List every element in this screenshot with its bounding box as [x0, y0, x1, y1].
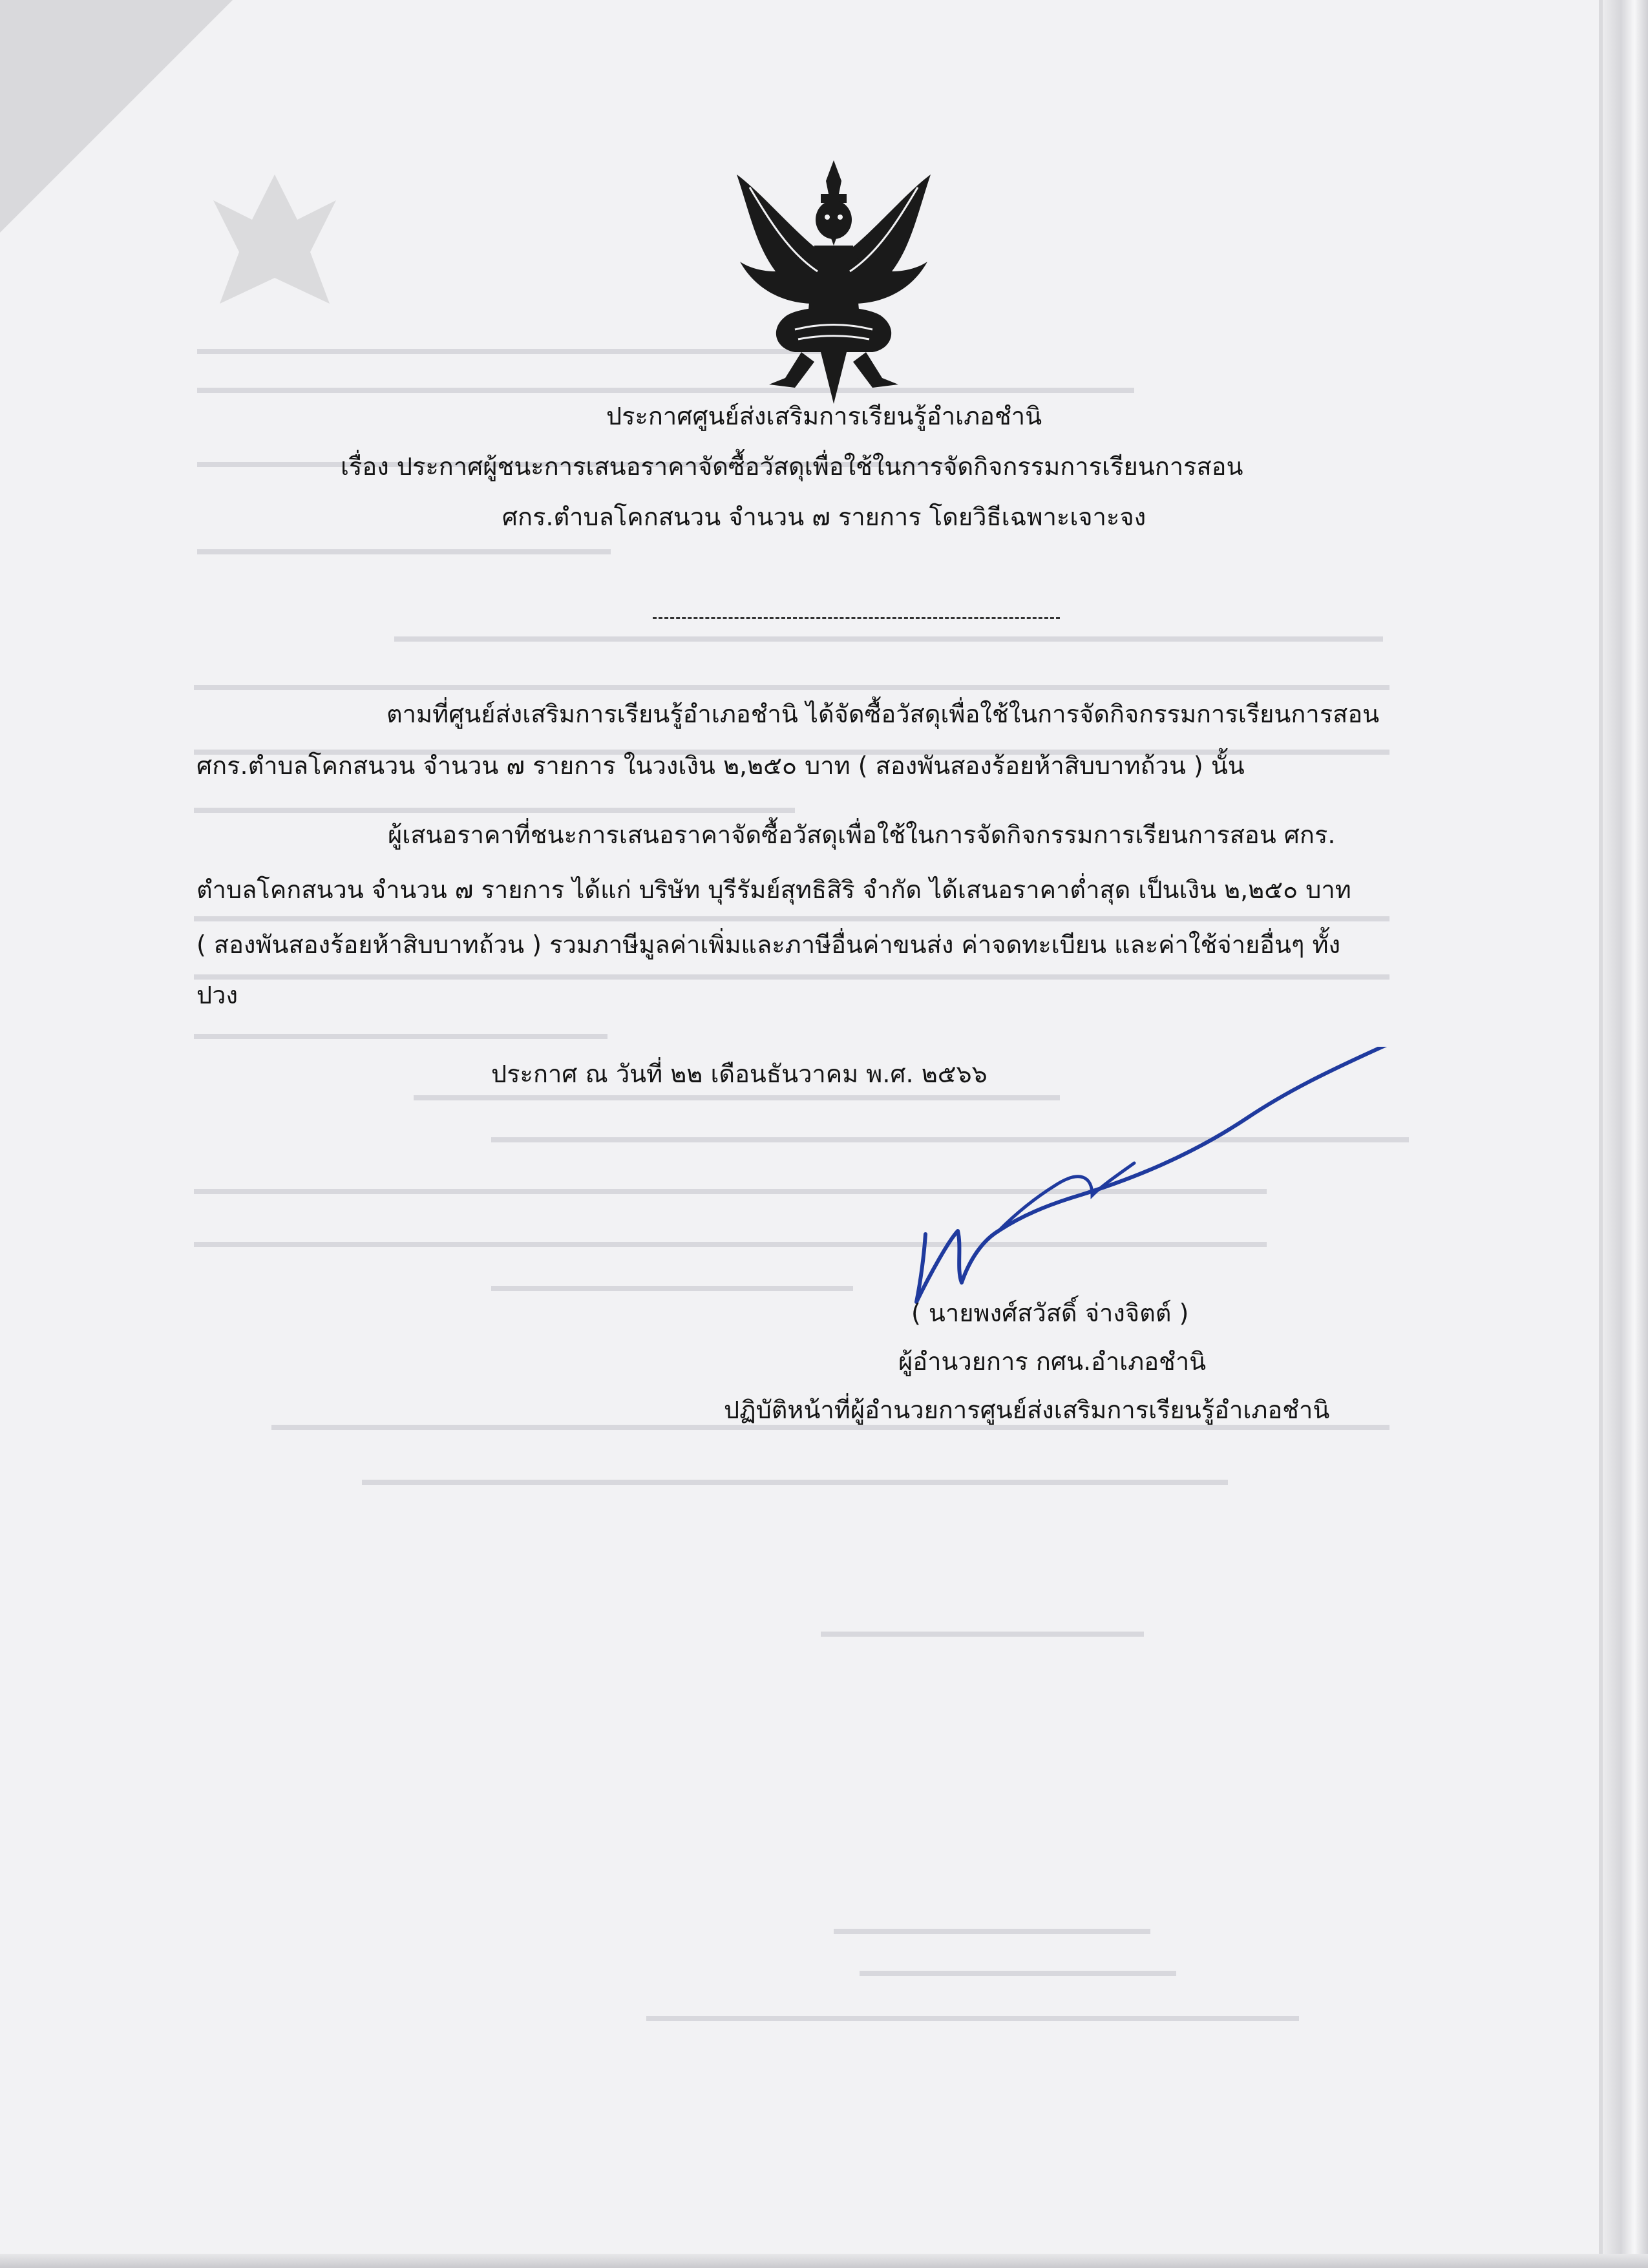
folded-corner: [0, 0, 233, 233]
paragraph-1-line-1: ตามที่ศูนย์ส่งเสริมการเรียนรู้อำเภอชำนิ ได้จัดซื้อวัสดุเพื่อใช้ในการจัดกิจกรรมการเรียนการสอน: [386, 700, 1380, 728]
document-title: ประกาศศูนย์ส่งเสริมการเรียนรู้อำเภอชำนิ: [606, 402, 1042, 430]
show-through-line: [271, 1425, 1389, 1430]
show-through-line: [491, 1286, 853, 1291]
paragraph-2-line-2: ตำบลโคกสนวน จำนวน ๗ รายการ ได้แก่ บริษัท บุรีรัมย์สุทธิสิริ จำกัด ได้เสนอราคาต่ำสุด เป็นเงิน ๒,๒๕๐ บาท: [196, 876, 1351, 904]
show-through-line: [362, 1480, 1228, 1485]
show-through-line: [646, 2016, 1299, 2021]
bottom-page-edge: [0, 2254, 1648, 2268]
paper-stack-edge: [1603, 0, 1648, 2268]
paper-stack-line: [1599, 0, 1603, 2268]
show-through-line: [394, 636, 1383, 642]
show-through-line: [197, 549, 611, 554]
paragraph-2-line-1: ผู้เสนอราคาที่ชนะการเสนอราคาจัดซื้อวัสดุเพื่อใช้ในการจัดกิจกรรมการเรียนการสอน ศกร.: [388, 821, 1336, 849]
subject-line-2: ศกร.ตำบลโคกสนวน จำนวน ๗ รายการ โดยวิธีเฉพาะเจาะจง: [502, 503, 1146, 531]
show-through-emblem-icon: [200, 162, 349, 330]
handwritten-signature: [885, 1047, 1402, 1318]
subject-line-1: เรื่อง ประกาศผู้ชนะการเสนอราคาจัดซื้อวัสดุเพื่อใช้ในการจัดกิจกรรมการเรียนการสอน: [341, 452, 1243, 481]
show-through-line: [194, 685, 1389, 690]
show-through-line: [834, 1929, 1150, 1934]
garuda-emblem-icon: [724, 155, 944, 407]
signer-name: ( นายพงศ์สวัสดิ์ จ่างจิตต์ ): [911, 1299, 1189, 1327]
show-through-line: [197, 388, 1134, 393]
announcement-date: ประกาศ ณ วันที่ ๒๒ เดือนธันวาคม พ.ศ. ๒๕๖๖: [491, 1060, 988, 1088]
show-through-line: [194, 1034, 607, 1039]
show-through-line: [821, 1632, 1144, 1637]
paragraph-1-line-2: ศกร.ตำบลโคกสนวน จำนวน ๗ รายการ ในวงเงิน ๒,๒๕๐ บาท ( สองพันสองร้อยห้าสิบบาทถ้วน ) นั้น: [196, 751, 1245, 780]
show-through-line: [194, 974, 1389, 980]
dashed-divider: [653, 617, 1060, 619]
signer-acting-position: ปฏิบัติหน้าที่ผู้อำนวยการศูนย์ส่งเสริมการเรียนรู้อำเภอชำนิ: [724, 1396, 1330, 1424]
show-through-line: [194, 808, 795, 813]
paragraph-2-line-4: ปวง: [196, 981, 238, 1009]
signer-position: ผู้อำนวยการ กศน.อำเภอชำนิ: [898, 1347, 1207, 1376]
paragraph-2-line-3: ( สองพันสองร้อยห้าสิบบาทถ้วน ) รวมภาษีมูลค่าเพิ่มและภาษีอื่นค่าขนส่ง ค่าจดทะเบียน และค่าใช้จ่ายอื่นๆ ทั้ง: [196, 930, 1341, 959]
show-through-line: [860, 1971, 1176, 1976]
show-through-line: [194, 916, 1389, 921]
